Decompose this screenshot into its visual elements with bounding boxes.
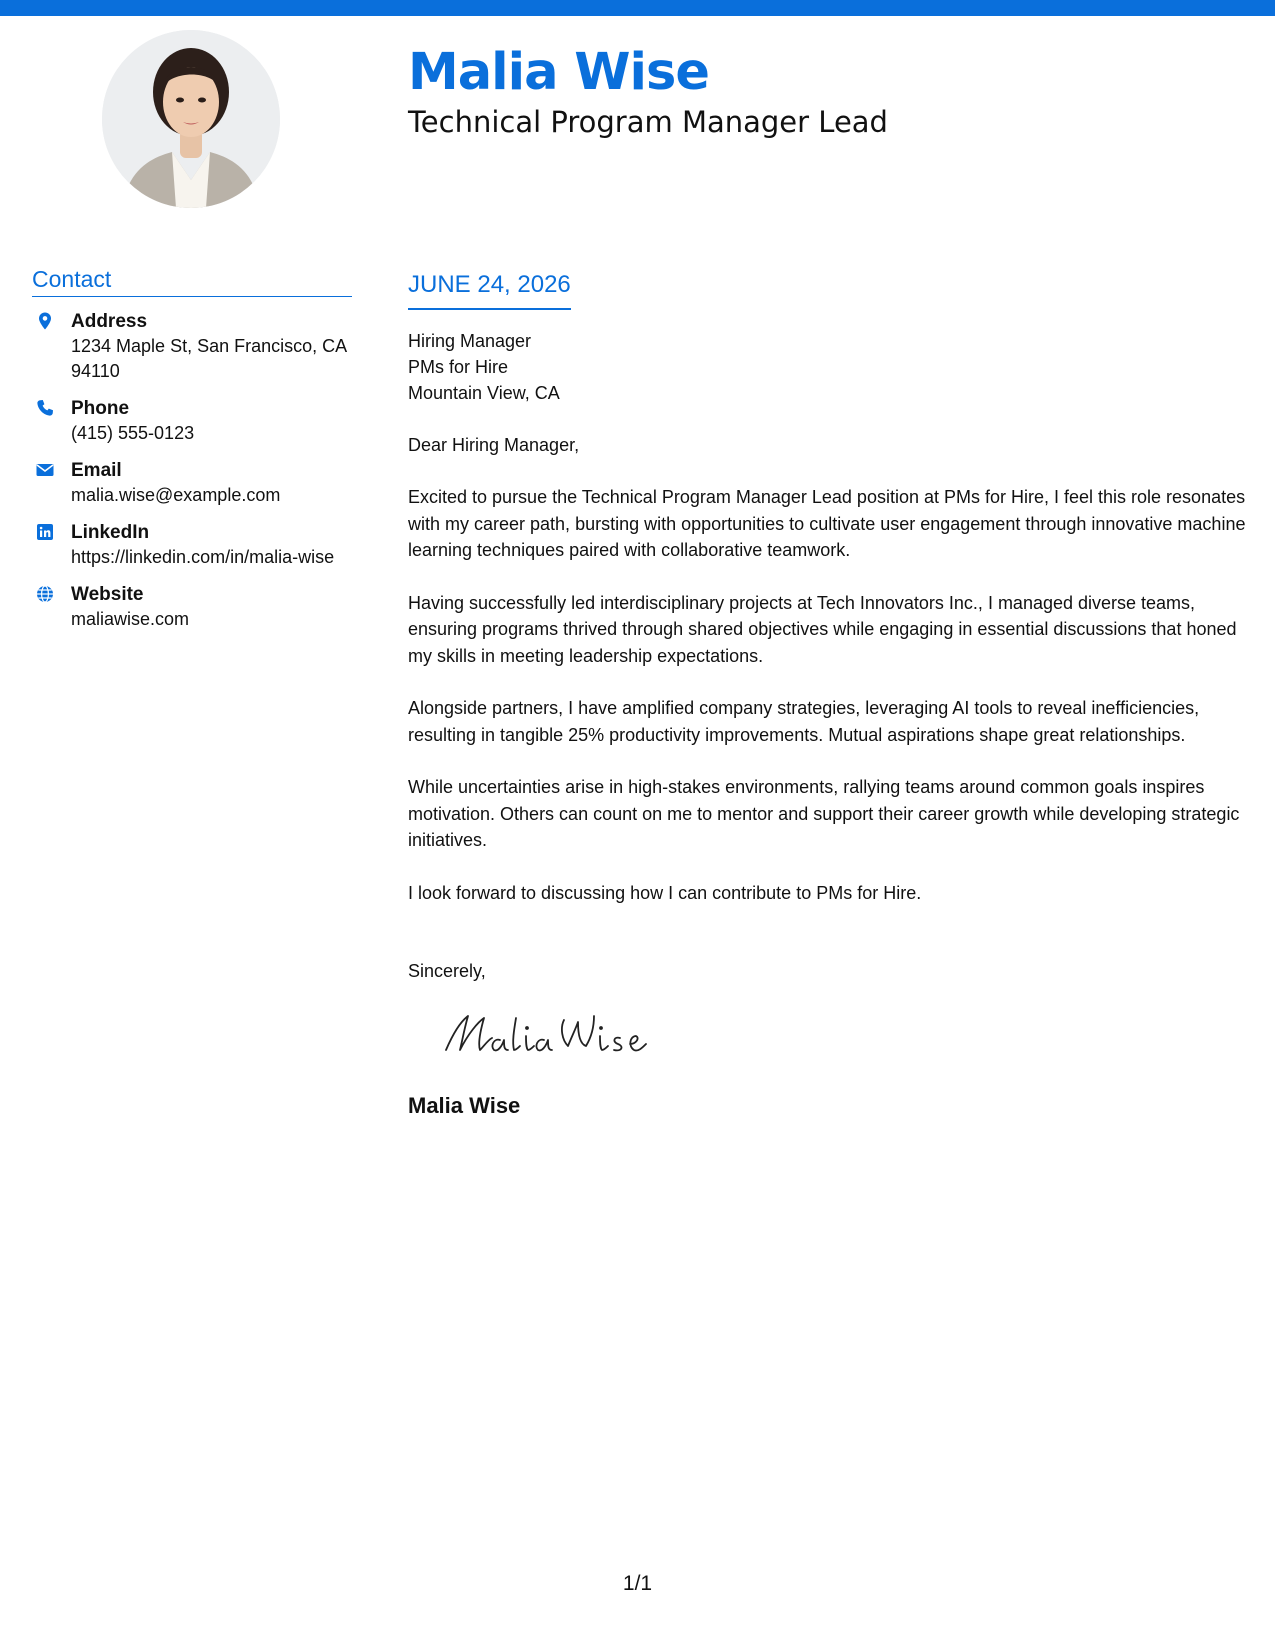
contact-label: Phone bbox=[71, 398, 130, 419]
contact-label: LinkedIn bbox=[71, 522, 150, 543]
contact-label: Email bbox=[71, 460, 122, 481]
recipient-block bbox=[408, 328, 1248, 406]
contact-label: Address bbox=[71, 311, 148, 332]
phone-value: (415) 555-0123 bbox=[71, 423, 195, 443]
date-underline bbox=[408, 268, 571, 310]
website-value[interactable]: maliawise.com bbox=[71, 609, 190, 629]
contact-label: Website bbox=[71, 584, 144, 605]
body-paragraph: Alongside partners, I have amplified company strategies, leveraging AI tools to reveal inefficiencies, resulting in tangible 25% productivity improvements. Mutual aspirations shape great relationships. bbox=[408, 698, 1200, 745]
recipient-line: Hiring Manager bbox=[408, 331, 532, 351]
profile-photo bbox=[102, 30, 280, 208]
contact-item-website bbox=[32, 582, 352, 632]
closing: Sincerely, bbox=[408, 961, 486, 981]
contact-sidebar bbox=[32, 264, 352, 644]
body-paragraph: I look forward to discussing how I can contribute to PMs for Hire. bbox=[408, 882, 922, 903]
body-paragraph: While uncertainties arise in high-stakes environments, rallying teams around common goals inspires motivation. Others can count on me to mentor and support their career growth while developing strategic initiatives. bbox=[408, 777, 1240, 850]
map-pin-icon bbox=[35, 311, 55, 331]
applicant-job-title: Technical Program Manager Lead bbox=[408, 105, 888, 139]
linkedin-icon bbox=[35, 522, 55, 542]
recipient-line: PMs for Hire bbox=[408, 357, 509, 377]
contact-item-phone bbox=[32, 396, 352, 446]
envelope-icon bbox=[35, 460, 55, 480]
body-paragraph: Excited to pursue the Technical Program Manager Lead position at PMs for Hire, I feel this role resonates with my career path, bursting with opportunities to cultivate user engagement through innovative machine learning techniques paired with collaborative teamwork. bbox=[408, 487, 1246, 560]
contact-item-email bbox=[32, 458, 352, 508]
linkedin-value[interactable]: https://linkedin.com/in/malia-wise bbox=[71, 547, 335, 567]
handwritten-signature bbox=[438, 1006, 658, 1066]
cover-letter-body bbox=[408, 268, 1248, 1120]
top-accent-bar bbox=[0, 0, 1275, 16]
contact-heading: Contact bbox=[32, 264, 352, 297]
contact-item-address bbox=[32, 309, 352, 384]
email-value[interactable]: malia.wise@example.com bbox=[71, 485, 281, 505]
contact-item-linkedin bbox=[32, 520, 352, 570]
salutation: Dear Hiring Manager, bbox=[408, 435, 580, 455]
body-paragraph: Having successfully led interdisciplinary projects at Tech Innovators Inc., I managed diverse teams, ensuring programs thrived through shared objectives while engaging in essential discussions that honed my skills in meeting leadership expectations. bbox=[408, 592, 1237, 666]
globe-icon bbox=[35, 584, 55, 604]
applicant-name: Malia Wise bbox=[408, 43, 709, 102]
recipient-line: Mountain View, CA bbox=[408, 383, 560, 403]
address-value: 1234 Maple St, San Francisco, CA 94110 bbox=[71, 336, 347, 381]
signer-name: Malia Wise bbox=[408, 1093, 521, 1118]
letter-date: JUNE 24, 2026 bbox=[408, 271, 571, 298]
page-number: 1/1 bbox=[622, 1572, 653, 1595]
phone-icon bbox=[35, 398, 55, 418]
contact-list bbox=[32, 309, 352, 632]
